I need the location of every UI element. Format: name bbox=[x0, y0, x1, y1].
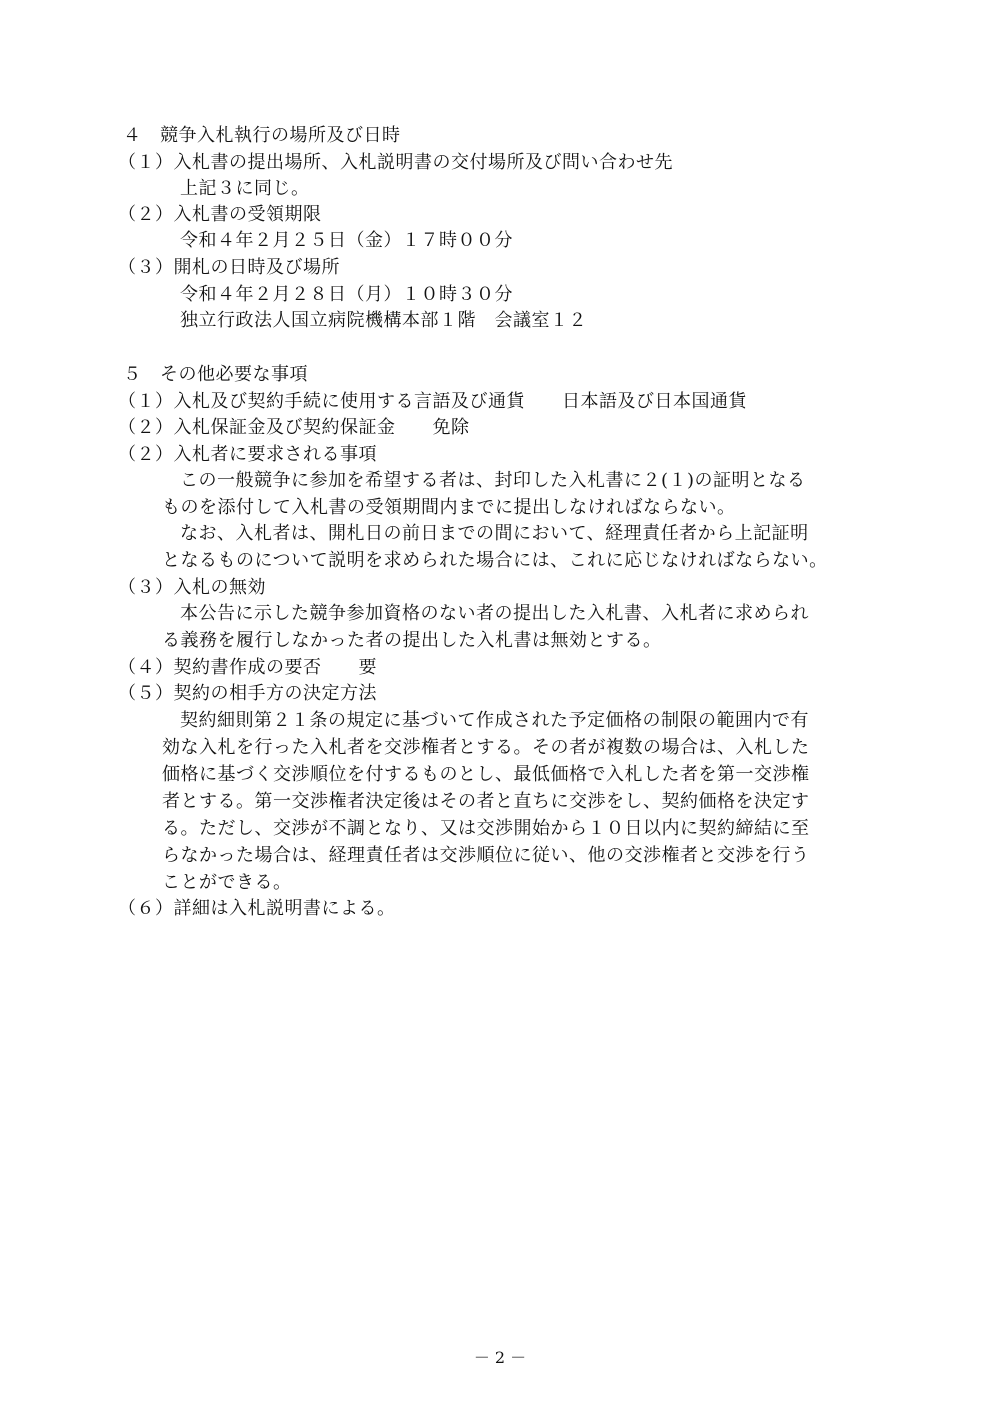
section-4-item-1-label: （１）入札書の提出場所、入札説明書の交付場所及び問い合わせ先 bbox=[118, 152, 673, 173]
decision-method-line-3: 価格に基づく交渉順位を付するものとし、最低価格で入札した者を第一交渉権 bbox=[162, 764, 810, 785]
section-5-item-2-deposit: （２）入札保証金及び契約保証金 免除 bbox=[118, 417, 470, 438]
section-4-item-3-datetime: 令和４年２月２８日（月）１０時３０分 bbox=[180, 284, 513, 305]
section-4-item-2-value: 令和４年２月２５日（金）１７時００分 bbox=[180, 230, 513, 251]
section-4-item-2-label: （２）入札書の受領期限 bbox=[118, 204, 322, 225]
section-5-item-6: （６）詳細は入札説明書による。 bbox=[118, 898, 396, 919]
decision-method-line-4: 者とする。第一交渉権者決定後はその者と直ちに交渉をし、契約価格を決定す bbox=[162, 791, 810, 812]
section-4-item-3-place: 独立行政法人国立病院機構本部１階 会議室１２ bbox=[180, 310, 587, 331]
requirements-paragraph-2-line-2: となるものについて説明を求められた場合には、これに応じなければならない。 bbox=[162, 550, 828, 571]
page-number: － 2 － bbox=[473, 1348, 527, 1367]
decision-method-line-2: 効な入札を行った入札者を交渉権者とする。その者が複数の場合は、入札した bbox=[162, 737, 810, 758]
section-5-item-3-label: （３）入札の無効 bbox=[118, 577, 266, 598]
section-5-item-5-label: （５）契約の相手方の決定方法 bbox=[118, 683, 377, 704]
requirements-paragraph-1-line-1: この一般競争に参加を希望する者は、封印した入札書に２(１)の証明となる bbox=[180, 470, 806, 491]
section-4-item-1-value: 上記３に同じ。 bbox=[180, 178, 310, 199]
invalid-bid-line-2: る義務を履行しなかった者の提出した入札書は無効とする。 bbox=[162, 630, 662, 651]
section-5-item-4: （４）契約書作成の要否 要 bbox=[118, 657, 377, 678]
section-5-item-2-requirements-label: （２）入札者に要求される事項 bbox=[118, 444, 377, 465]
section-4-item-3-label: （３）開札の日時及び場所 bbox=[118, 257, 340, 278]
section-4-heading: ４ 競争入札執行の場所及び日時 bbox=[123, 125, 401, 146]
decision-method-line-1: 契約細則第２１条の規定に基づいて作成された予定価格の制限の範囲内で有 bbox=[180, 710, 809, 731]
section-5-item-1: （１）入札及び契約手続に使用する言語及び通貨 日本語及び日本国通貨 bbox=[118, 391, 747, 412]
requirements-paragraph-2-line-1: なお、入札者は、開札日の前日までの間において、経理責任者から上記証明 bbox=[180, 523, 809, 544]
requirements-paragraph-1-line-2: ものを添付して入札書の受領期間内までに提出しなければならない。 bbox=[162, 497, 736, 518]
section-5-heading: ５ その他必要な事項 bbox=[123, 364, 308, 385]
invalid-bid-line-1: 本公告に示した競争参加資格のない者の提出した入札書、入札者に求められ bbox=[180, 603, 809, 624]
decision-method-line-5: る。ただし、交渉が不調となり、又は交渉開始から１０日以内に契約締結に至 bbox=[162, 818, 810, 839]
decision-method-line-6: らなかった場合は、経理責任者は交渉順位に従い、他の交渉権者と交渉を行う bbox=[162, 845, 810, 866]
decision-method-line-7: ことができる。 bbox=[162, 872, 292, 893]
